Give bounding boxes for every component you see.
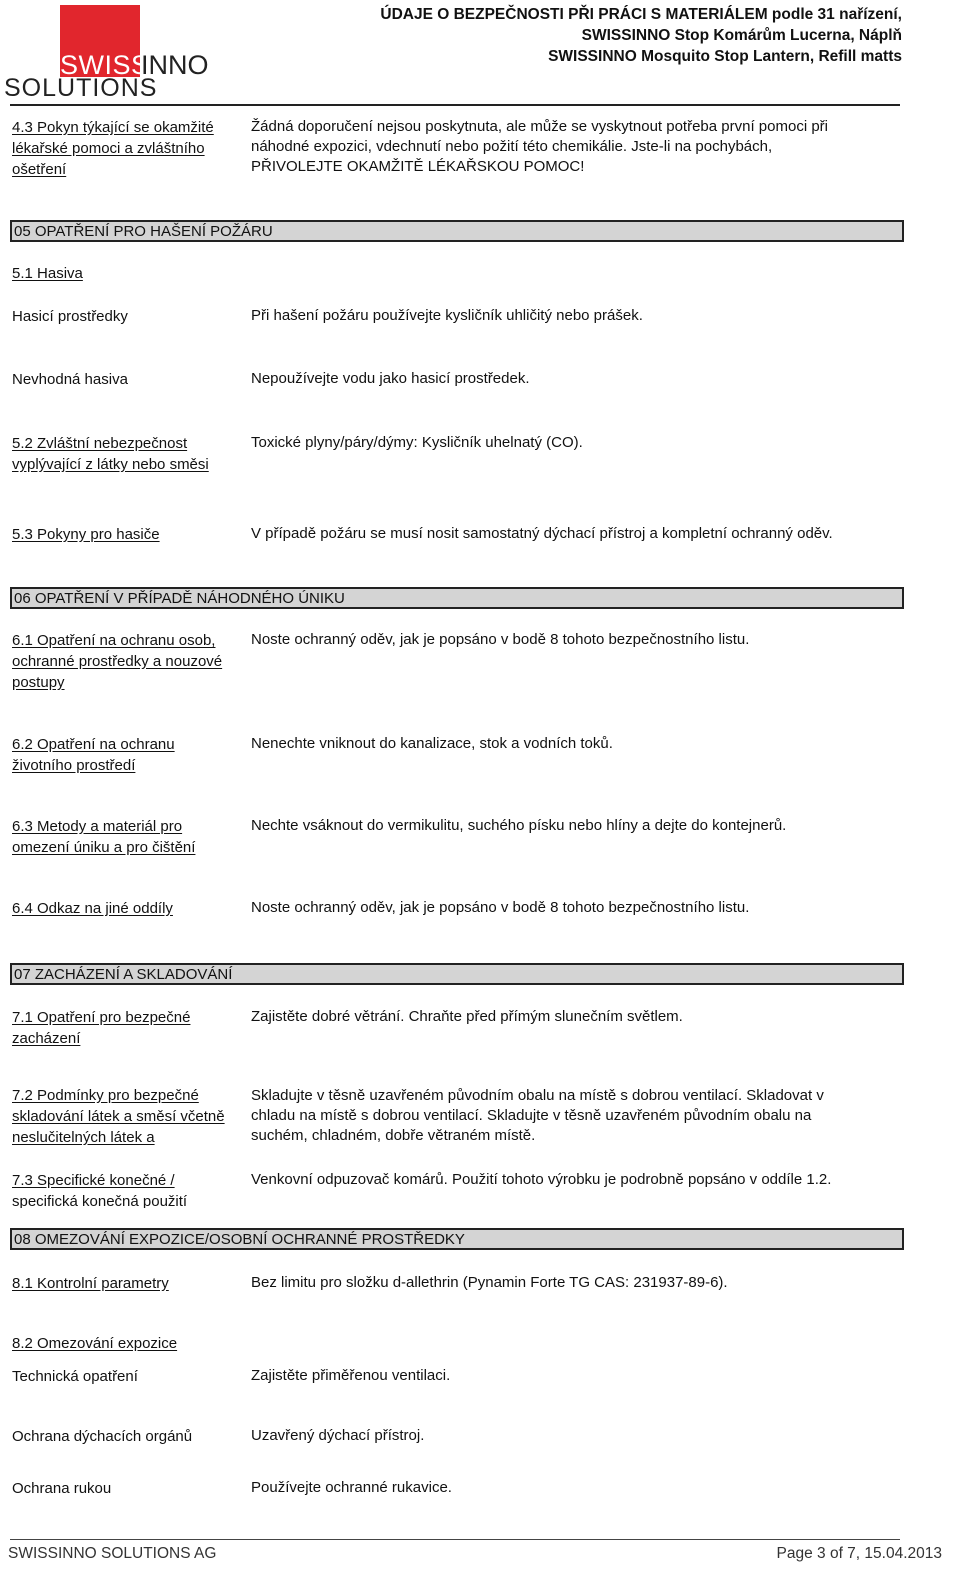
header-divider xyxy=(10,104,900,106)
label-5-3: 5.3 Pokyny pro hasiče xyxy=(12,526,160,543)
text-5-2: Toxické plyny/páry/dýmy: Kysličník uhelnatý (CO). xyxy=(251,434,583,451)
label-technicka-opatreni: Technická opatření xyxy=(12,1368,138,1385)
text-7-3: Venkovní odpuzovač komárů. Použití tohoto výrobku je podrobně popsáno v oddíle 1.2. xyxy=(251,1171,832,1188)
footer-divider xyxy=(10,1539,900,1540)
header-title-line-1: ÚDAJE O BEZPEČNOSTI PŘI PRÁCI S MATERIÁLEM podle 31 nařízení, xyxy=(380,6,902,23)
text-6-4: Noste ochranný oděv, jak je popsáno v bodě 8 tohoto bezpečnostního listu. xyxy=(251,899,750,916)
label-5-2: 5.2 Zvláštní nebezpečnost vyplývající z látky nebo směsi xyxy=(12,435,209,473)
label-4-3: 4.3 Pokyn týkající se okamžité lékařské pomoci a zvláštního ošetření xyxy=(12,119,214,178)
text-6-3: Nechte vsáknout do vermikulitu, suchého písku nebo hlíny a dejte do kontejnerů. xyxy=(251,817,787,834)
label-nevhodna-hasiva: Nevhodná hasiva xyxy=(12,371,128,388)
label-6-1: 6.1 Opatření na ochranu osob, ochranné prostředky a nouzové postupy xyxy=(12,632,223,691)
logo-inno-text: INNO xyxy=(141,50,209,80)
header-title-line-2: SWISSINNO Stop Komárům Lucerna, Náplň xyxy=(581,27,902,44)
label-7-2: 7.2 Podmínky pro bezpečné skladování látek a směsí včetně neslučitelných látek a xyxy=(12,1087,225,1146)
label-8-2: 8.2 Omezování expozice xyxy=(12,1335,178,1352)
label-6-3: 6.3 Metody a materiál pro omezení úniku a pro čištění xyxy=(12,818,196,856)
section-07-header: 07 ZACHÁZENÍ A SKLADOVÁNÍ xyxy=(10,963,904,985)
text-7-2: Skladujte v těsně uzavřeném původním obalu na místě s dobrou ventilací. Skladovat v chladu na místě s dobrou ventilací. Skladujte v těsně uzavřeném původním obalu na suchém, chladném, dobře větraném místě. xyxy=(251,1087,824,1144)
text-6-2: Nenechte vniknout do kanalizace, stok a vodních toků. xyxy=(251,735,613,752)
text-ochrana-rukou: Používejte ochranné rukavice. xyxy=(251,1479,452,1496)
logo-swiss-text: SWISS xyxy=(60,50,150,80)
label-5-1: 5.1 Hasiva xyxy=(12,265,83,282)
section-06-header: 06 OPATŘENÍ V PŘÍPADĚ NÁHODNÉHO ÚNIKU xyxy=(10,587,904,609)
label-7-3: 7.3 Specifické konečné / specifická konečná použití xyxy=(12,1172,188,1208)
text-ochrana-dychacich-organu: Uzavřený dýchací přístroj. xyxy=(251,1427,425,1444)
label-6-2: 6.2 Opatření na ochranu životního prostředí xyxy=(12,736,175,774)
label-ochrana-dychacich-organu: Ochrana dýchacích orgánů xyxy=(12,1428,193,1445)
text-hasici-prostredky: Při hašení požáru používejte kysličník uhličitý nebo prášek. xyxy=(251,307,643,324)
label-ochrana-rukou: Ochrana rukou xyxy=(12,1480,112,1497)
text-8-1: Bez limitu pro složku d-allethrin (Pynamin Forte TG CAS: 231937-89-6). xyxy=(251,1274,728,1291)
footer-page-info: Page 3 of 7, 15.04.2013 xyxy=(776,1545,942,1562)
section-08-header: 08 OMEZOVÁNÍ EXPOZICE/OSOBNÍ OCHRANNÉ PROSTŘEDKY xyxy=(10,1228,904,1250)
text-7-1: Zajistěte dobré větrání. Chraňte před přímým slunečním světlem. xyxy=(251,1008,683,1025)
section-05-header: 05 OPATŘENÍ PRO HAŠENÍ POŽÁRU xyxy=(10,220,904,242)
text-nevhodna-hasiva: Nepoužívejte vodu jako hasicí prostředek. xyxy=(251,370,530,387)
label-8-1: 8.1 Kontrolní parametry xyxy=(12,1275,169,1292)
text-6-1: Noste ochranný oděv, jak je popsáno v bodě 8 tohoto bezpečnostního listu. xyxy=(251,631,750,648)
footer-company: SWISSINNO SOLUTIONS AG xyxy=(8,1545,217,1562)
text-5-3: V případě požáru se musí nosit samostatný dýchací přístroj a kompletní ochranný oděv. xyxy=(251,525,833,542)
label-hasici-prostredky: Hasicí prostředky xyxy=(12,308,128,325)
label-6-4: 6.4 Odkaz na jiné oddíly xyxy=(12,900,173,917)
company-logo xyxy=(0,0,209,102)
text-4-3: Žádná doporučení nejsou poskytnuta, ale může se vyskytnout potřeba první pomoci při náhodné expozici, vdechnutí nebo požití této chemikálie. Jste-li na pochybách, PŘIVOLEJTE OKAMŽITĚ LÉKAŘSKOU POMOC! xyxy=(251,118,828,175)
label-7-1: 7.1 Opatření pro bezpečné zacházení xyxy=(12,1009,191,1047)
logo-solutions-text: SOLUTIONS xyxy=(4,74,158,102)
text-technicka-opatreni: Zajistěte přiměřenou ventilaci. xyxy=(251,1367,451,1384)
header-title-line-3: SWISSINNO Mosquito Stop Lantern, Refill matts xyxy=(548,48,902,65)
